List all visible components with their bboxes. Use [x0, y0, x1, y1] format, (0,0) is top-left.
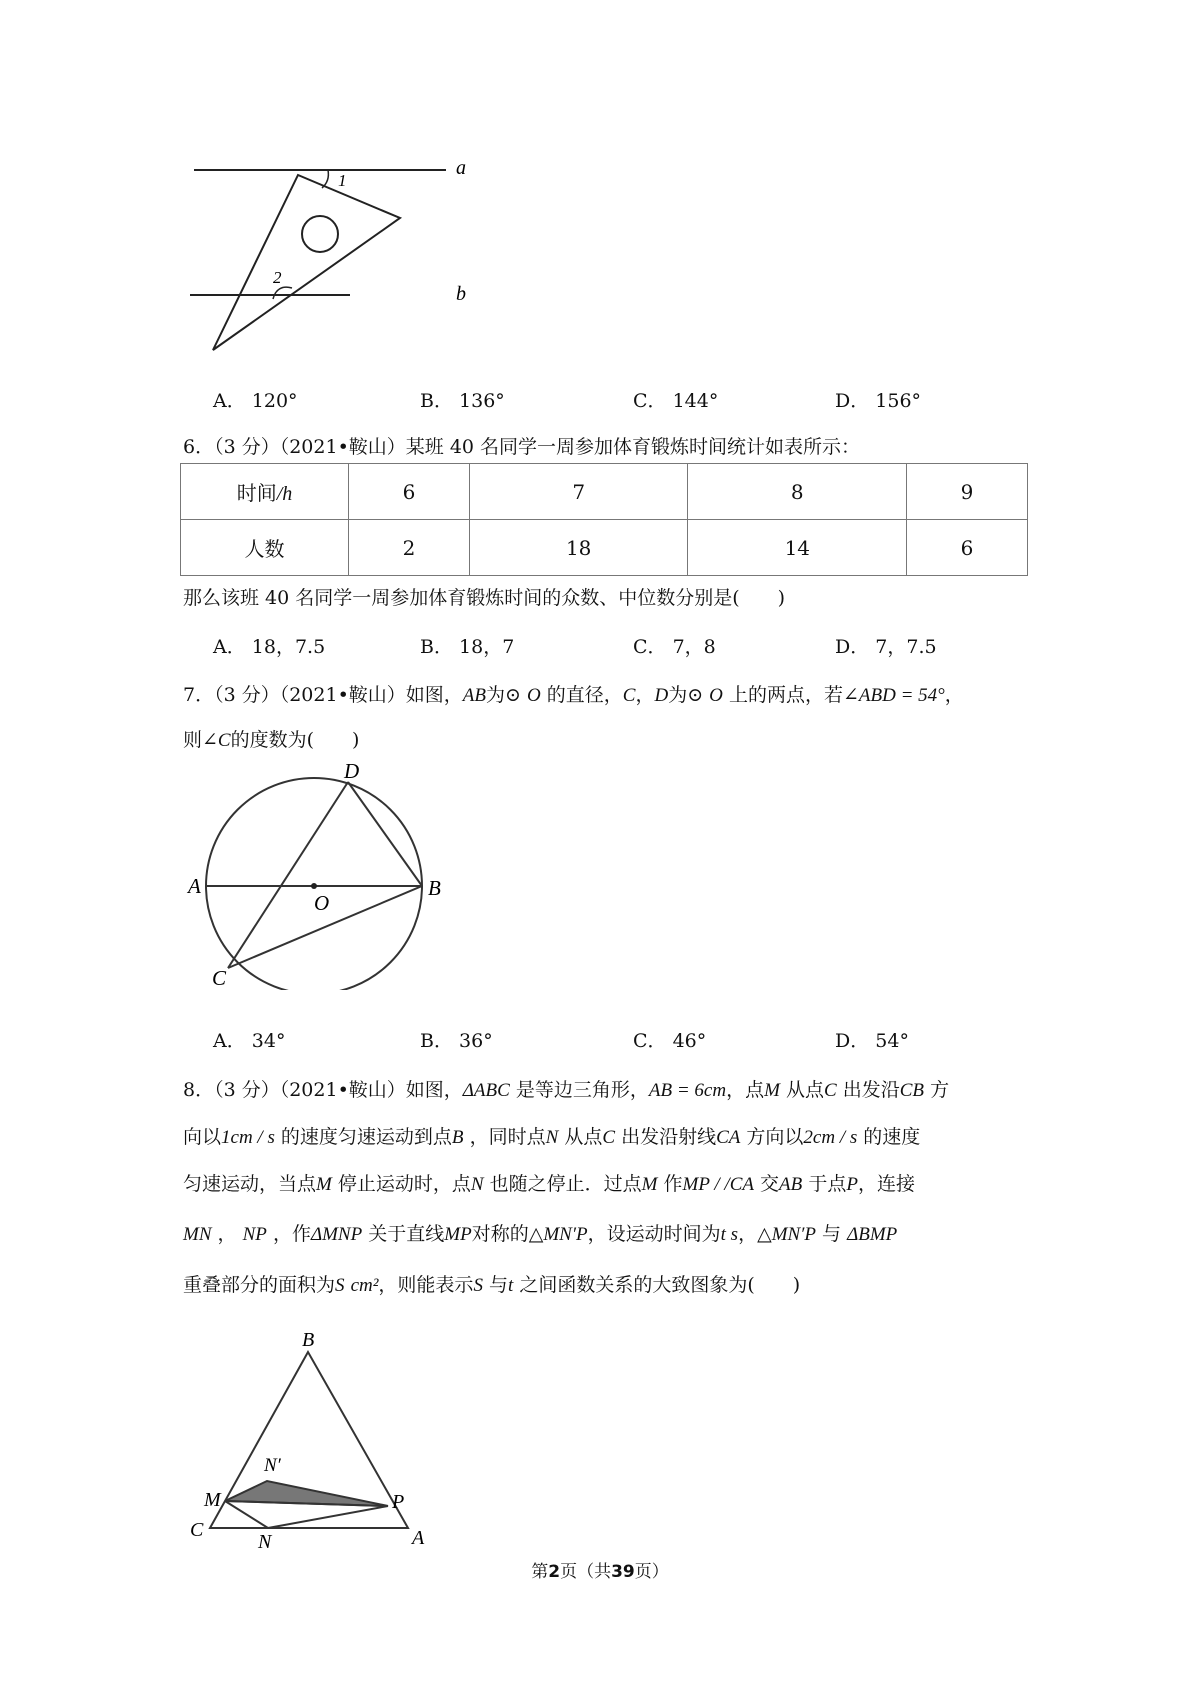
- q6-stem: 6．（3 分）（2021•鞍山）某班 40 名同学一周参加体育锻炼时间统计如表所示：: [183, 436, 861, 458]
- q6-table: [180, 463, 1028, 576]
- table-header-count: 人数: [181, 520, 349, 576]
- label-1: 1: [338, 171, 347, 190]
- q5-option-b: B． 136°: [420, 390, 505, 412]
- q7-figure: [180, 760, 460, 990]
- table-cell: 7: [469, 464, 688, 520]
- q8-stem-line4: MN ， NP ，作ΔMNP 关于直线MP对称的△MN′P，设运动时间为t s，△MN′P 与 ΔBMP: [183, 1223, 898, 1245]
- label-B: B: [302, 1330, 315, 1351]
- label-A: A: [188, 874, 201, 898]
- segment-np: [268, 1506, 388, 1528]
- label-a: a: [456, 157, 466, 179]
- label-M: M: [204, 1489, 221, 1511]
- table-cell: 18: [469, 520, 688, 576]
- q7-option-d: D． 54°: [835, 1030, 909, 1052]
- q8-stem-line5: 重叠部分的面积为S cm²，则能表示S 与t 之间函数关系的大致图象为( ): [183, 1274, 801, 1296]
- table-cell: 8: [688, 464, 907, 520]
- table-cell: 6: [349, 464, 470, 520]
- q6-option-a: A． 18，7.5: [213, 636, 326, 658]
- table-header-time: 时间/h: [181, 464, 349, 520]
- label-A: A: [412, 1527, 425, 1549]
- q7-option-a: A． 34°: [213, 1030, 286, 1052]
- label-N: N: [258, 1531, 272, 1550]
- page-total: 39: [611, 1562, 635, 1582]
- label-O: O: [314, 891, 330, 915]
- q6-followup: 那么该班 40 名同学一周参加体育锻炼时间的众数、中位数分别是( ): [183, 587, 786, 609]
- label-B: B: [428, 876, 441, 900]
- q7-stem-line1: 7．（3 分）（2021•鞍山）如图，AB为⊙ O 的直径，C，D为⊙ O 上的两点，若∠ABD = 54°，: [183, 684, 964, 706]
- segment-mn: [225, 1501, 268, 1528]
- label-N-prime: N′: [264, 1455, 281, 1476]
- triangle-hole: [302, 216, 338, 252]
- q5-option-d: D． 156°: [835, 390, 922, 412]
- table-cell: 9: [907, 464, 1028, 520]
- q8-figure: [180, 1330, 440, 1550]
- q8-stem-line3: 匀速运动，当点M 停止运动时，点N 也随之停止．过点M 作MP / /CA 交AB 于点P，连接: [183, 1173, 915, 1195]
- table-cell: 2: [349, 520, 470, 576]
- q5-option-c: C． 144°: [633, 390, 719, 412]
- page-number: 2: [548, 1562, 561, 1582]
- q5-figure: [180, 150, 480, 355]
- q7-option-b: B． 36°: [420, 1030, 493, 1052]
- label-b: b: [456, 283, 466, 305]
- q8-stem-line2: 向以1cm / s 的速度匀速运动到点B ，同时点N 从点C 出发沿射线CA 方向以2cm / s 的速度: [183, 1126, 921, 1148]
- table-row: [181, 464, 1028, 520]
- table-cell: 6: [907, 520, 1028, 576]
- label-2: 2: [273, 268, 282, 287]
- q8-stem-line1: 8．（3 分）（2021•鞍山）如图，ΔABC 是等边三角形，AB = 6cm，点M 从点C 出发沿CB 方: [183, 1079, 950, 1101]
- q7-stem-line2: 则∠C的度数为( ): [183, 729, 360, 751]
- page-footer: 第2页（共39页）: [531, 1562, 669, 1582]
- label-D: D: [344, 760, 360, 783]
- table-cell: 14: [688, 520, 907, 576]
- q6-option-b: B． 18，7: [420, 636, 515, 658]
- chord-db: [348, 782, 422, 886]
- center-dot: [311, 883, 317, 889]
- q5-option-a: A． 120°: [213, 390, 298, 412]
- chord-dc: [228, 782, 348, 968]
- q7-option-c: C． 46°: [633, 1030, 707, 1052]
- q6-option-d: D． 7，7.5: [835, 636, 937, 658]
- q6-option-c: C． 7，8: [633, 636, 716, 658]
- label-C: C: [190, 1519, 204, 1541]
- label-C: C: [212, 966, 227, 990]
- table-row: [181, 520, 1028, 576]
- triangle-ruler: [213, 175, 400, 350]
- label-P: P: [392, 1491, 405, 1513]
